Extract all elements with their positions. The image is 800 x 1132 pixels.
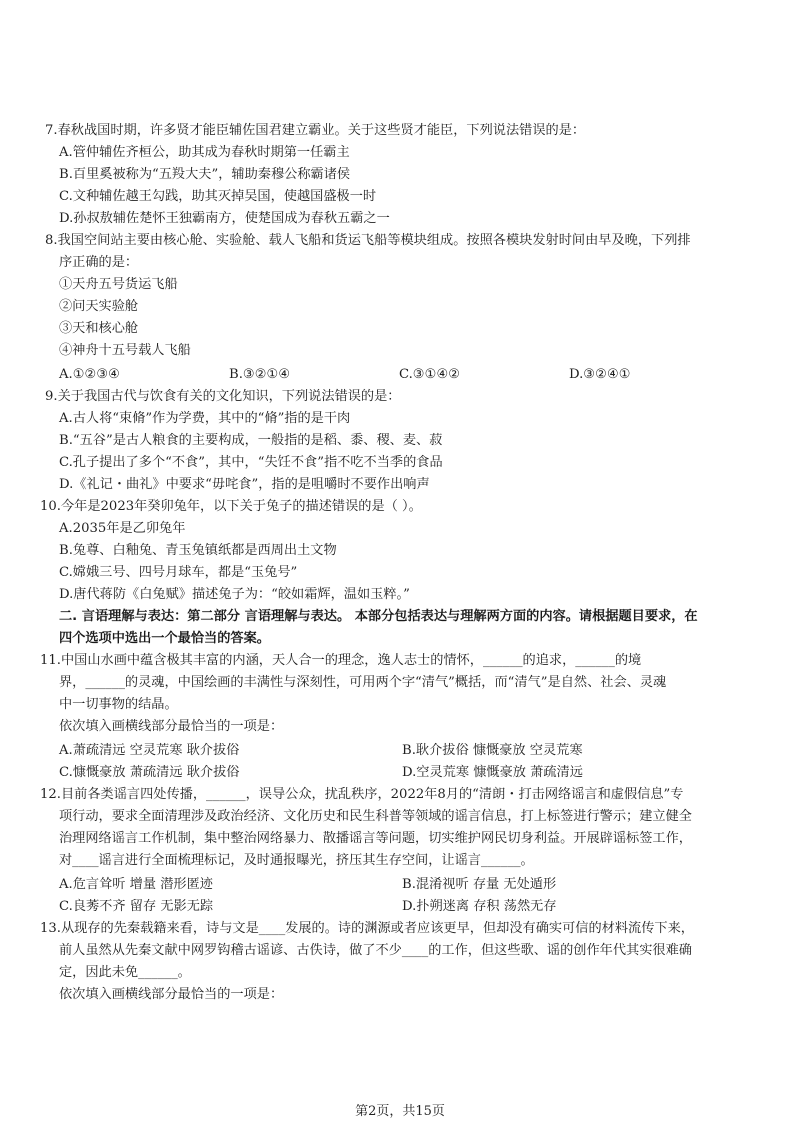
question-11-option-d: D.空灵荒寒 慷慨豪放 萧疏清远: [402, 765, 583, 780]
question-9-stem: 9.关于我国古代与饮食有关的文化知识，下列说法错误的是：: [45, 389, 401, 404]
question-8-option-c: C.③①④②: [399, 367, 461, 382]
question-11-options-row-2: [40, 762, 764, 784]
question-12-option-b: B.混淆视听 存量 无处遁形: [402, 877, 557, 892]
question-11-options-row-1: [40, 740, 764, 762]
question-11-prompt: 依次填入画横线部分最恰当的一项是：: [59, 719, 284, 734]
question-9-option-b: B.“五谷”是古人粮食的主要构成，一般指的是稻、黍、稷、麦、菽: [59, 433, 443, 448]
question-8-item-4: ④神舟十五号载人飞船: [59, 343, 191, 358]
question-7-option-a: A.管仲辅佐齐桓公，助其成为春秋时期第一任霸主: [59, 145, 350, 160]
question-12-option-a: A.危言耸听 增量 潜形匿迹: [59, 877, 213, 892]
question-8-option-a: A.①②③④: [59, 367, 121, 382]
page-content: [40, 120, 764, 1006]
question-11-stem-line-1: 11.中国山水画中蕴含极其丰富的内涵，天人合一的理念，逸人志士的情怀，______的追求，______的境: [40, 653, 642, 668]
question-13: [40, 918, 764, 1006]
question-9-option-d: D.《礼记・曲礼》中要求“毋咤食”，指的是咀嚼时不要作出响声: [59, 477, 430, 492]
question-8-option-b: B.③②①④: [229, 367, 291, 382]
question-13-stem-line-3: 定，因此未免______。: [59, 965, 191, 980]
question-10-option-a: A.2035年是乙卯兔年: [59, 521, 186, 536]
question-7-option-b: B.百里奚被称为“五羖大夫”，辅助秦穆公称霸诸侯: [59, 167, 351, 182]
question-9-option-a: A.古人将“束脩”作为学费，其中的“脩”指的是干肉: [59, 411, 351, 426]
question-13-stem-line-2: 前人虽然从先秦文献中网罗钩稽古谣谚、古佚诗，做了不少____的工作，但这些歌、谣的创作年代其实很难确: [59, 943, 692, 958]
question-8-item-2: ②问天实验舱: [59, 299, 139, 314]
question-8-item-1: ①天舟五号货运飞船: [59, 277, 178, 292]
question-11-option-a: A.萧疏清远 空灵荒寒 耿介拔俗: [59, 743, 240, 758]
question-10-option-b: B.兔尊、白釉兔、青玉兔镇纸都是西周出土文物: [59, 543, 337, 558]
question-11-option-b: B.耿介拔俗 慷慨豪放 空灵荒寒: [402, 743, 583, 758]
question-12-option-d: D.扑朔迷离 存积 荡然无存: [402, 899, 557, 914]
question-10-stem: 10.今年是2023年癸卯兔年，以下关于兔子的描述错误的是（ ）。: [40, 499, 422, 514]
question-8: [40, 230, 764, 386]
section-2-heading-line-2: 四个选项中选出一个最恰当的答案。: [59, 631, 270, 646]
question-7-option-c: C.文种辅佐越王勾践，助其灭掉吴国，使越国盛极一时: [59, 189, 377, 204]
question-11-stem-line-3: 中一切事物的结晶。: [59, 697, 178, 712]
question-12-options-row-2: [40, 896, 764, 918]
question-13-prompt: 依次填入画横线部分最恰当的一项是：: [59, 987, 284, 1002]
question-9: [40, 386, 764, 496]
question-11: [40, 650, 764, 784]
question-8-stem-line-2: 序正确的是：: [59, 255, 139, 270]
question-7: [40, 120, 764, 230]
section-2-heading: [40, 606, 764, 650]
question-12-stem-line-3: 治理网络谣言工作机制，集中整治网络暴力、散播谣言等问题，切实维护网民切身利益。开展辟谣标签工作，: [59, 831, 692, 846]
question-8-stem-line-1: 8.我国空间站主要由核心舱、实验舱、载人飞船和货运飞船等模块组成。按照各模块发射时间由早及晚，下列排: [45, 233, 691, 248]
page-number: 第2页，共15页: [355, 1104, 445, 1119]
question-12: [40, 784, 764, 918]
question-10-option-c: C.嫦娥三号、四号月球车，都是“玉兔号”: [59, 565, 298, 580]
page-footer: [0, 1100, 800, 1119]
section-2-heading-line-1: 二. 言语理解与表达：第二部分 言语理解与表达。 本部分包括表达与理解两方面的内容。请根据题目要求，在: [59, 609, 698, 624]
question-8-item-3: ③天和核心舱: [59, 321, 139, 336]
question-13-stem-line-1: 13.从现存的先秦载籍来看，诗与文是____发展的。诗的渊源或者应该更早，但却没有确实可信的材料流传下来，: [40, 921, 694, 936]
question-10-option-d: D.唐代蒋防《白兔赋》描述兔子为：“皎如霜辉，温如玉粹。”: [59, 587, 410, 602]
question-12-stem-line-2: 项行动，要求全面清理涉及政治经济、文化历史和民生科普等领域的谣言信息，打上标签进行警示；建立健全: [59, 809, 692, 824]
question-12-stem-line-1: 12.目前各类谣言四处传播，______，误导公众，扰乱秩序，2022年8月的“清朗・打击网络谣言和虚假信息”专: [40, 787, 684, 802]
question-12-option-c: C.良莠不齐 留存 无影无踪: [59, 899, 214, 914]
question-12-stem-line-4: 对____谣言进行全面梳理标记，及时通报曝光，挤压其生存空间，让谣言______。: [59, 853, 534, 868]
question-7-stem: 7.春秋战国时期，许多贤才能臣辅佐国君建立霸业。关于这些贤才能臣，下列说法错误的是：: [45, 123, 586, 138]
question-11-option-c: C.慷慨豪放 萧疏清远 耿介拔俗: [59, 765, 240, 780]
question-9-option-c: C.孔子提出了多个“不食”，其中，“失饪不食”指不吃不当季的食品: [59, 455, 443, 470]
question-11-stem-line-2: 界，______的灵魂，中国绘画的丰满性与深刻性，可用两个字“清气”概括，而“清气”是自然、社会、灵魂: [59, 675, 667, 690]
question-7-option-d: D.孙叔敖辅佐楚怀王独霸南方，使楚国成为春秋五霸之一: [59, 211, 390, 226]
question-10: [40, 496, 764, 606]
question-8-option-d: D.③②④①: [569, 367, 631, 382]
question-8-options: [40, 364, 764, 386]
question-12-options-row-1: [40, 874, 764, 896]
